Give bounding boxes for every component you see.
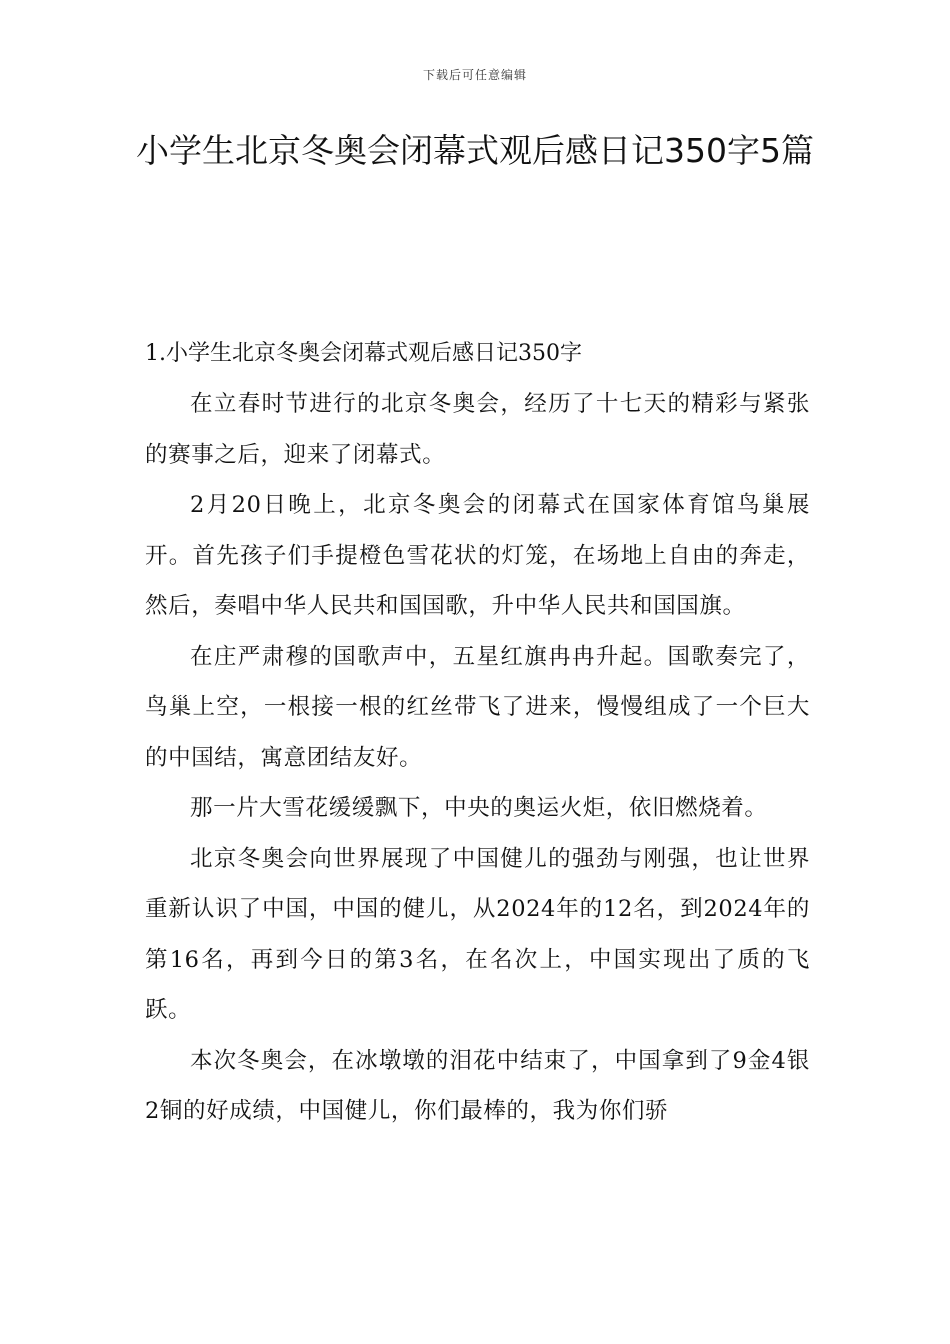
paragraph: 本次冬奥会，在冰墩墩的泪花中结束了，中国拿到了9金4银2铜的好成绩，中国健儿，你们最棒的，我为你们骄: [145, 1047, 810, 1124]
paragraph: 那一片大雪花缓缓飘下，中央的奥运火炬，依旧燃烧着。: [190, 795, 768, 821]
paragraph: 在庄严肃穆的国歌声中，五星红旗冉冉升起。国歌奏完了，鸟巢上空，一根接一根的红丝带飞了进来，慢慢组成了一个巨大的中国结，寓意团结友好。: [145, 643, 810, 771]
section-heading: 1.小学生北京冬奥会闭幕式观后感日记350字: [145, 341, 582, 366]
document-title: 小学生北京冬奥会闭幕式观后感日记350字5篇: [136, 131, 814, 170]
paragraph: 北京冬奥会向世界展现了中国健儿的强劲与刚强，也让世界重新认识了中国，中国的健儿，从2024年的12名，到2024年的第16名，再到今日的第3名，在名次上，中国实现出了质的飞跃。: [145, 845, 810, 1023]
header-note: 下载后可任意编辑: [422, 68, 527, 82]
document-body: [145, 329, 810, 1137]
paragraph: 在立春时节进行的北京冬奥会，经历了十七天的精彩与紧张的赛事之后，迎来了闭幕式。: [145, 391, 810, 468]
paragraph: 2月20日晚上，北京冬奥会的闭幕式在国家体育馆鸟巢展开。首先孩子们手提橙色雪花状的灯笼，在场地上自由的奔走，然后，奏唱中华人民共和国国歌，升中华人民共和国国旗。: [145, 492, 810, 619]
